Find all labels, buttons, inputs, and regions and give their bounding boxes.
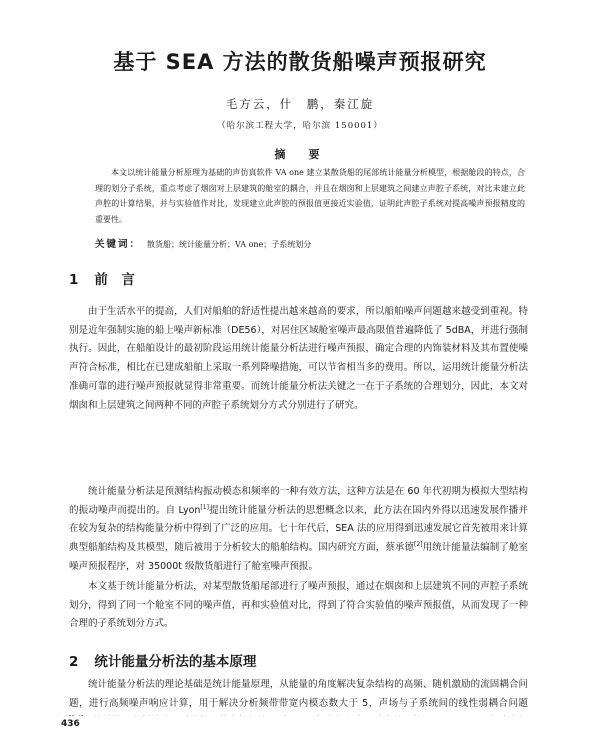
s1p2-part-b: 提出统计能量分析法的思想概念以来，此方法在国内外得以迅速发展作播并在较为复杂的结构能量分析中得到了广泛的应用。七十年代后，SEA 法的应用得到迅速发展它首先被用来计算典型船舶结构及其模型，随后被用于分析较大的船舶结构。国内研究方面，蔡承德 xyxy=(69,504,528,554)
abstract-heading: 摘 要 xyxy=(274,148,326,161)
s1p2-part-c: 用统计能量法编制了舱室噪声预报程序，对 35000t 级散货船进行了舱室噪声预报。 xyxy=(69,542,528,572)
keywords-label: 关键词： xyxy=(95,239,142,250)
paper-title: 基于 SEA 方法的散货船噪声预报研究 xyxy=(113,50,487,74)
ref-2: [2] xyxy=(414,540,423,548)
section-1-number: 1 xyxy=(69,272,79,288)
abstract-text: 本文以统计能量分析原理为基础的声仿真软件 VA one 建立某散货船的尾部统计能量分析模型，根据舱段的特点，合理的划分子系统，重点考虑了烟囱对上层建筑的舱室的耦合，并且在烟囱和上层建筑之间建立声腔子系统，对比未建立此声腔的计算结果，并与实验值作对比，发现建立此声腔的预报值更接近实验值，证明此声腔子系统对提高噪声预报精度的重要性。 xyxy=(95,168,525,224)
section-1-paragraph-3: 本文基于统计能量分析法，对某型散货船尾部进行了噪声预报，通过在烟囱和上层建筑不同的声腔子系统划分，得到了同一个舱室不同的噪声值，再和实验值对比，得到了符合实验值的噪声预报值，从而发现了一种合理的子系统划分方式。 xyxy=(69,581,528,630)
section-2-heading xyxy=(69,650,256,670)
section-2-title: 统计能量分析法的基本原理 xyxy=(94,654,257,670)
keywords-text: 散货船；统计能量分析；VA one；子系统划分 xyxy=(147,240,312,249)
affiliation: （哈尔滨工程大学，哈尔滨 150001） xyxy=(217,121,383,131)
authors: 毛方云，什 鹏，秦江旋 xyxy=(225,97,375,111)
ref-1: [1] xyxy=(200,503,209,511)
section-1-heading xyxy=(69,268,135,288)
section-2-number: 2 xyxy=(69,654,79,670)
s1p2-part-a: 统计能量分析法是预测结构振动模态和频率的一种有效方法，这种方法是在 60 年代初期为模拟大型结构的振动噪声而提出的。自 Lyon xyxy=(69,486,528,516)
page-number: 436 xyxy=(61,719,80,729)
section-1-paragraph-2 xyxy=(69,483,528,577)
section-2-paragraph-1 xyxy=(69,676,528,716)
s2p1-part-a: 统计能量分析法的理论基础是统计能量原理，从能量的角度解决复杂结构的高频、随机激励的流固耦合问题，进行高频噪声响应计算，用于解决分析频带带宽内模态数大于 5，声场与子系统间的线性弱耦合问题 xyxy=(69,679,528,709)
ref-3-4 xyxy=(69,715,83,716)
keywords xyxy=(95,238,525,252)
section-1-paragraph-1: 由于生活水平的提高，人们对船舶的舒适性提出越来越高的要求，所以船舶噪声问题越来越受到重视。特别是近年强制实施的船上噪声新标准（DE56），对居住区域舱室噪声最高限值普遍降低了 5dBA，并进行强制执行。因此，在船舶设计的最初阶段运用统计能量分析法进行噪声预报，确定合理的内饰装材料及其布置使噪声符合标准，相比在已建成船舶上采取一系列降噪措施，可以节省相当多的费用。所以，运用统计能量分析法准确可靠的进行噪声预报就显得非常重要。而统计能量分析法关键之一在于子系统的合理划分，因此，本文对烟囱和上层建筑之间两种不同的声腔子系统划分方式分别进行了研究。 xyxy=(69,306,528,411)
section-1-title: 前 言 xyxy=(94,272,135,288)
